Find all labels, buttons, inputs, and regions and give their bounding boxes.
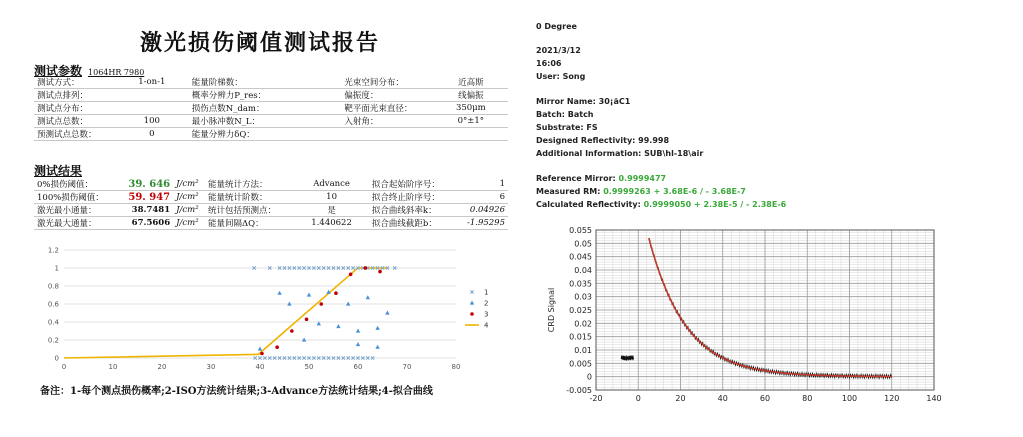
- param-value: [277, 115, 341, 128]
- params-row: [34, 102, 508, 115]
- date-text: 2021/3/12: [536, 46, 581, 55]
- data-point-dot: [378, 270, 382, 274]
- x-tick-label: 40: [717, 394, 728, 403]
- crd-signal-chart: [540, 222, 1016, 434]
- legend: [465, 289, 489, 330]
- result-label: 统计包括预测点：: [205, 204, 294, 217]
- x-tick-label: 30: [206, 363, 216, 371]
- report-note: 备注：1-每个测点损伤概率;2-ISO方法统计结果;3-Advance方法统计结果;4-拟合曲线: [40, 386, 433, 397]
- param-label: 测试方式：: [34, 76, 115, 89]
- param-value: [277, 102, 341, 115]
- y-tick-label: 0.4: [47, 318, 59, 327]
- result-value: 1.440622: [294, 217, 369, 230]
- data-point-dot: [275, 345, 279, 349]
- result-row: [34, 204, 508, 217]
- unit: J/cm²: [173, 191, 205, 204]
- x-tick-label: 70: [402, 363, 412, 371]
- calculated-reflectivity-text: Calculated Reflectivity: 0.9999050 + 2.38E-5 / - 2.38E-6: [536, 200, 787, 209]
- legend-label: 2: [484, 299, 489, 308]
- param-label: 能量分辨力δQ：: [189, 128, 277, 141]
- param-value: [277, 89, 341, 102]
- param-label: 偏振度：: [341, 89, 433, 102]
- threshold-0-value: 39. 646: [128, 178, 171, 190]
- max-fluence-value: 67.5606: [118, 217, 174, 230]
- y-tick-label: 0.03: [574, 292, 592, 302]
- x-tick-label: 80: [451, 363, 461, 371]
- result-label: 能量间隔ΔQ：: [205, 217, 294, 230]
- x-tick-label: 10: [108, 363, 118, 371]
- result-value: 6: [464, 191, 508, 204]
- data-point-triangle: [258, 347, 262, 351]
- legend-marker: [470, 301, 474, 305]
- y-tick-label: 0.8: [47, 282, 59, 291]
- legend-marker: [470, 290, 473, 293]
- param-label: 测试点排列：: [34, 89, 115, 102]
- data-point-triangle: [307, 293, 311, 297]
- param-value: [277, 76, 341, 89]
- reference-mirror-text: Reference Mirror: 0.9999477: [536, 174, 667, 183]
- y-tick-label: 0.005: [569, 359, 592, 369]
- result-row: [34, 217, 508, 230]
- param-label: 光束空间分布：: [341, 76, 433, 89]
- y-tick-label: 0.6: [47, 300, 59, 309]
- result-value: 是: [294, 204, 369, 217]
- legend-marker: [470, 312, 474, 316]
- y-tick-label: -0.005: [566, 386, 592, 395]
- y-tick-label: 1.2: [47, 246, 59, 255]
- params-row: [34, 115, 508, 128]
- measured-signal: [649, 239, 892, 378]
- param-label: 靶平面光束直径：: [341, 102, 433, 115]
- y-tick-label: 0.015: [569, 332, 592, 342]
- x-tick-label: 0: [635, 394, 641, 403]
- measured-rm-value: 0.9999263 + 3.68E-6 / - 3.68E-7: [603, 187, 746, 196]
- x-tick-label: 60: [353, 363, 363, 371]
- data-point-dot: [290, 329, 294, 333]
- param-value: [115, 89, 189, 102]
- x-tick-label: 0: [61, 363, 67, 371]
- result-label: 0%损伤阈值：: [34, 178, 118, 191]
- y-tick-label: 0.055: [569, 226, 592, 235]
- param-value: 线偏振: [434, 89, 508, 102]
- param-value: 0°±1°: [434, 115, 508, 128]
- min-fluence-value: 38.7481: [118, 204, 174, 217]
- y-tick-label: 0.05: [574, 239, 592, 249]
- unit: J/cm²: [173, 204, 205, 217]
- params-heading: 测试参数 1064HR 7980: [34, 64, 145, 78]
- unit: J/cm²: [173, 217, 205, 230]
- legend-label: 1: [484, 288, 489, 297]
- result-value: 0.04926: [464, 204, 508, 217]
- param-value: 0: [115, 128, 189, 141]
- result-row: [34, 191, 508, 204]
- data-point-dot: [319, 302, 323, 306]
- param-value: 350μm: [434, 102, 508, 115]
- result-value: -1.95295: [464, 217, 508, 230]
- result-label: 能量统计阶数：: [205, 191, 294, 204]
- x-tick-label: 80: [802, 394, 813, 403]
- y-axis-title: CRD Signal: [547, 287, 556, 333]
- data-point-triangle: [356, 342, 360, 346]
- y-tick-label: 0.045: [569, 252, 592, 262]
- user-text: User: Song: [536, 72, 586, 81]
- x-tick-label: 60: [759, 394, 771, 403]
- data-point-triangle: [375, 345, 379, 349]
- x-tick-label: 20: [675, 394, 686, 403]
- param-label: 测试点总数：: [34, 115, 115, 128]
- result-label: 激光最小通量：: [34, 204, 118, 217]
- y-tick-label: 0.035: [569, 279, 592, 289]
- data-point-triangle: [356, 329, 360, 333]
- param-value: 100: [115, 115, 189, 128]
- data-point-dot: [364, 266, 368, 270]
- fit-curve: [64, 268, 387, 358]
- x-tick-label: 40: [255, 363, 265, 371]
- result-value: Advance: [294, 178, 369, 191]
- data-point-triangle: [385, 311, 389, 315]
- mirror-name-text: Mirror Name: 30¡ãC1: [536, 97, 631, 106]
- y-tick-label: 0.01: [574, 346, 592, 355]
- param-value: 近高斯: [434, 76, 508, 89]
- x-tick-label: 100: [841, 394, 858, 403]
- param-label: 测试点分布：: [34, 102, 115, 115]
- result-label: 拟合起始阶序号：: [369, 178, 464, 191]
- y-tick-label: 0.04: [574, 266, 592, 275]
- result-label: 拟合曲线截距b：: [369, 217, 464, 230]
- params-row: [34, 128, 508, 141]
- data-point-dot: [305, 318, 309, 322]
- result-value: 1: [464, 178, 508, 191]
- data-point-triangle: [366, 295, 370, 299]
- result-label: 拟合曲线斜率k：: [369, 204, 464, 217]
- measured-rm-text: Measured RM: 0.9999263 + 3.68E-6 / - 3.68E-7: [536, 187, 746, 196]
- param-label: 预测试点总数：: [34, 128, 115, 141]
- params-row: [34, 76, 508, 89]
- params-sample-id: 1064HR 7980: [88, 68, 145, 77]
- x-tick-label: 50: [304, 363, 314, 371]
- param-label: 概率分辨力P_res：: [189, 89, 277, 102]
- data-point-dot: [349, 273, 353, 277]
- data-point-dot: [260, 352, 264, 356]
- result-label: 拟合终止阶序号：: [369, 191, 464, 204]
- param-label: 能量阶梯数：: [189, 76, 277, 89]
- additional-info-text: Additional Information: SUB\hl-18\air: [536, 149, 704, 158]
- result-label: 100%损伤阈值：: [34, 191, 118, 204]
- param-value: 1-on-1: [115, 76, 189, 89]
- calculated-reflectivity-value: 0.9999050 + 2.38E-5 / - 2.38E-6: [643, 200, 787, 209]
- y-tick-label: 0: [54, 354, 59, 363]
- param-label: [341, 128, 433, 141]
- param-label: 最小脉冲数N_L：: [189, 115, 277, 128]
- param-label: 入射角：: [341, 115, 433, 128]
- params-row: [34, 89, 508, 102]
- data-point-dot: [334, 291, 338, 295]
- data-point-triangle: [336, 324, 340, 328]
- y-tick-label: 0.2: [47, 336, 59, 345]
- x-tick-label: 140: [926, 394, 942, 403]
- legend-label: 3: [484, 310, 489, 319]
- report-title: 激光损伤阈值测试报告: [139, 30, 380, 56]
- y-tick-label: 0.02: [574, 319, 592, 329]
- legend-label: 4: [484, 321, 489, 330]
- unit: J/cm²: [173, 178, 205, 191]
- x-tick-label: 20: [157, 363, 167, 371]
- param-value: [277, 128, 341, 141]
- param-value: [115, 102, 189, 115]
- data-point-triangle: [277, 291, 281, 295]
- x-tick-label: -20: [589, 394, 603, 403]
- result-label: 能量统计方法：: [205, 178, 294, 191]
- param-label: 损伤点数N_dam：: [189, 102, 277, 115]
- time-text: 16:06: [536, 59, 562, 68]
- substrate-text: Substrate: FS: [536, 123, 598, 132]
- designed-reflectivity-text: Designed Reflectivity: 99.998: [536, 136, 670, 145]
- batch-text: Batch: Batch: [536, 110, 594, 119]
- reference-mirror-value: 0.9999477: [618, 174, 667, 183]
- y-tick-label: 1: [54, 264, 59, 273]
- x-tick-label: 120: [884, 394, 900, 403]
- result-label: 激光最大通量：: [34, 217, 118, 230]
- param-value: [434, 128, 508, 141]
- baseline-signal: [621, 356, 633, 361]
- angle-text: 0 Degree: [536, 22, 577, 31]
- results-heading: 测试结果: [34, 164, 83, 178]
- params-table: [34, 76, 508, 141]
- threshold-100-value: 59. 947: [128, 191, 171, 203]
- damage-probability-chart: [36, 240, 516, 378]
- y-tick-label: 0: [586, 372, 592, 382]
- results-table: [34, 178, 508, 230]
- data-point-triangle: [375, 326, 379, 330]
- result-row: [34, 178, 508, 191]
- result-value: 10: [294, 191, 369, 204]
- y-tick-label: 0.025: [569, 306, 592, 315]
